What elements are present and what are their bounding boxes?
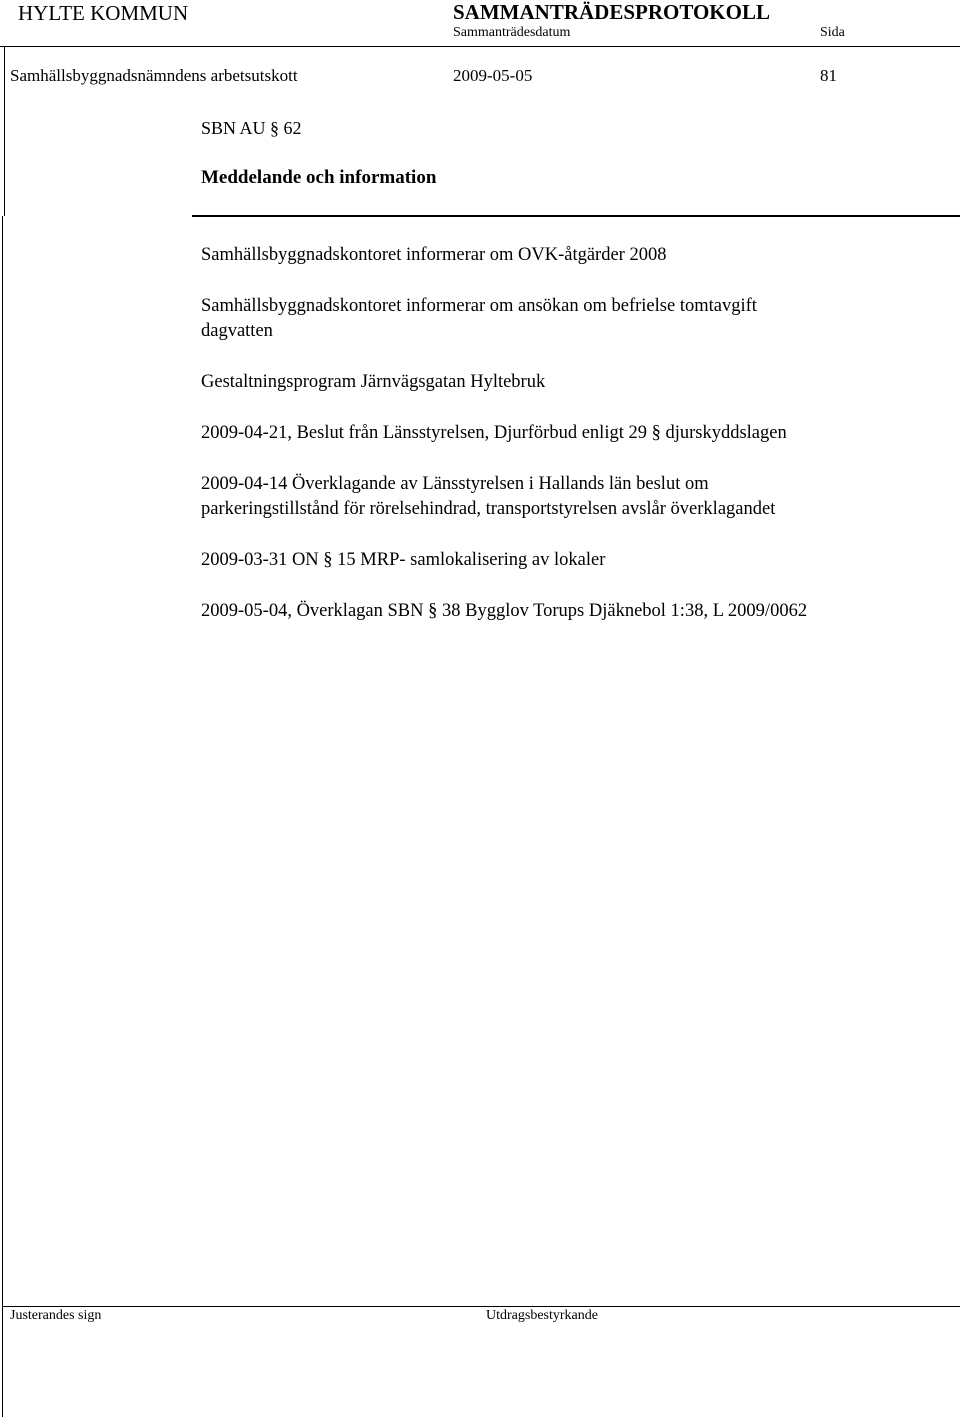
document-type: SAMMANTRÄDESPROTOKOLL	[453, 0, 770, 24]
list-item-text-continued: parkeringstillstånd för rörelsehindrad, transportstyrelsen avslår överklagandet	[201, 499, 776, 519]
committee-name: Samhällsbyggnadsnämndens arbetsutskott	[10, 66, 298, 85]
page-label: Sida	[820, 25, 845, 40]
list-item-text: Gestaltningsprogram Järnvägsgatan Hyltebruk	[201, 372, 546, 392]
list-item	[201, 472, 960, 522]
list-item	[201, 294, 960, 344]
list-item-text: 2009-03-31 ON § 15 MRP- samlokalisering av lokaler	[201, 550, 606, 570]
list-item	[201, 370, 960, 395]
list-item	[201, 243, 960, 268]
list-item-text: 2009-05-04, Överklagan SBN § 38 Bygglov Torups Djäknebol 1:38, L 2009/0062	[201, 601, 808, 621]
section-title: Meddelande och information	[201, 167, 437, 188]
meeting-date-label: Sammanträdesdatum	[453, 25, 571, 40]
extract-certification-label: Utdragsbestyrkande	[486, 1308, 598, 1323]
page-number: 81	[820, 66, 837, 85]
list-item-text-continued: dagvatten	[201, 321, 273, 341]
information-list	[201, 243, 960, 650]
meeting-date: 2009-05-05	[453, 66, 533, 85]
list-item-text: 2009-04-21, Beslut från Länsstyrelsen, Djurförbud enligt 29 § djurskyddslagen	[201, 423, 787, 443]
footer-divider	[3, 1306, 960, 1307]
list-item	[201, 421, 960, 446]
left-frame-line	[4, 46, 5, 216]
organization-name: HYLTE KOMMUN	[18, 1, 189, 25]
list-item	[201, 548, 960, 573]
header-divider	[0, 46, 960, 47]
section-divider	[192, 215, 960, 217]
section-id: SBN AU § 62	[201, 118, 302, 138]
list-item-text: 2009-04-14 Överklagande av Länsstyrelsen i Hallands län beslut om	[201, 474, 709, 494]
list-item	[201, 599, 960, 624]
left-frame-line-lower	[2, 216, 3, 1417]
list-item-text: Samhällsbyggnadskontoret informerar om ansökan om befrielse tomtavgift	[201, 296, 757, 316]
adjuster-sign-label: Justerandes sign	[10, 1308, 102, 1323]
list-item-text: Samhällsbyggnadskontoret informerar om OVK-åtgärder 2008	[201, 245, 667, 265]
